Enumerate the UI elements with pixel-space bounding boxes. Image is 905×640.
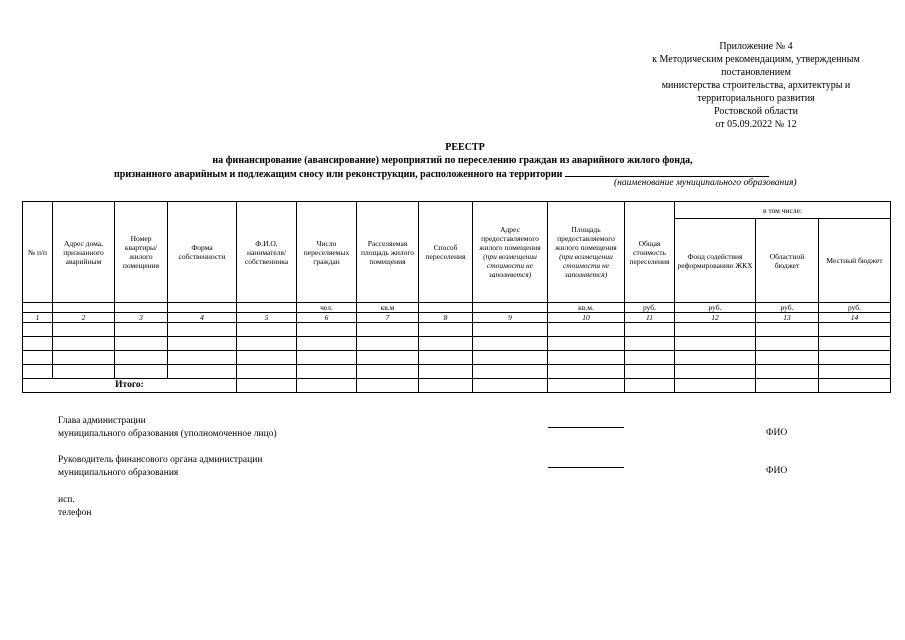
unit-cell: руб. [756, 303, 819, 313]
registry-table [22, 201, 891, 393]
table-cell[interactable] [675, 365, 756, 379]
table-cell[interactable] [297, 323, 357, 337]
appendix-line: территориального развития [697, 93, 815, 104]
unit-cell: руб. [819, 303, 891, 313]
table-cell[interactable] [168, 351, 237, 365]
unit-cell: кв.м. [548, 303, 625, 313]
table-cell[interactable] [115, 323, 168, 337]
unit-cell [53, 303, 115, 313]
group-header-cell: в том числе: [675, 202, 891, 219]
finance-signature-label [58, 454, 262, 480]
total-cell[interactable] [297, 379, 357, 393]
column-number-cell: 9 [473, 313, 548, 323]
header-cell: Способ переселения [419, 202, 473, 303]
header-row-1 [23, 202, 891, 219]
header-cell: Форма собственности [168, 202, 237, 303]
header-cell: Число переселяемых граждан [297, 202, 357, 303]
table-cell[interactable] [53, 323, 115, 337]
total-row [23, 379, 891, 393]
total-cell[interactable] [675, 379, 756, 393]
table-cell[interactable] [675, 323, 756, 337]
header-cell: Адрес дома, признанного аварийным [53, 202, 115, 303]
table-cell[interactable] [419, 351, 473, 365]
unit-cell [473, 303, 548, 313]
table-cell[interactable] [53, 337, 115, 351]
column-number-cell: 11 [625, 313, 675, 323]
table-cell[interactable] [548, 337, 625, 351]
head-signature-label [58, 415, 277, 441]
title-heading: РЕЕСТР [445, 142, 485, 153]
table-cell[interactable] [819, 351, 891, 365]
total-cell[interactable] [625, 379, 675, 393]
unit-cell: руб. [625, 303, 675, 313]
total-cell[interactable] [756, 379, 819, 393]
table-cell[interactable] [53, 365, 115, 379]
table-cell[interactable] [548, 365, 625, 379]
sub-header-cell: Фонд содействия реформированию ЖКХ [675, 219, 756, 303]
table-cell[interactable] [756, 337, 819, 351]
header-cell: Номер квартиры/ жилого помещения [115, 202, 168, 303]
table-row [23, 323, 891, 337]
head-signature-line[interactable] [548, 427, 624, 428]
unit-cell: руб. [675, 303, 756, 313]
table-cell[interactable] [237, 323, 297, 337]
finance-signature-line[interactable] [548, 467, 624, 468]
table-cell[interactable] [819, 365, 891, 379]
appendix-line: министерства строительства, архитектуры и [661, 80, 851, 91]
table-cell[interactable] [237, 351, 297, 365]
table-row [23, 365, 891, 379]
table-cell[interactable] [53, 351, 115, 365]
total-cell[interactable] [357, 379, 419, 393]
table-cell[interactable] [675, 351, 756, 365]
column-number-cell: 7 [357, 313, 419, 323]
table-cell[interactable] [237, 337, 297, 351]
header-text: Адрес предоставляемого жилого помещения [479, 225, 541, 252]
unit-cell [23, 303, 53, 313]
appendix-line: постановлением [721, 67, 791, 78]
table-cell[interactable] [819, 337, 891, 351]
table-cell[interactable] [115, 337, 168, 351]
table-cell[interactable] [548, 351, 625, 365]
table-cell[interactable] [548, 323, 625, 337]
column-number-cell: 12 [675, 313, 756, 323]
column-number-cell: 2 [53, 313, 115, 323]
column-number-row [23, 313, 891, 323]
table-cell[interactable] [625, 323, 675, 337]
table-cell[interactable] [756, 365, 819, 379]
table-cell[interactable] [23, 365, 53, 379]
executor-block [58, 494, 91, 520]
header-cell: Общая стоимость переселения [625, 202, 675, 303]
table-cell[interactable] [625, 351, 675, 365]
territory-blank-line [565, 167, 769, 177]
total-label: Итого: [23, 379, 237, 393]
table-cell[interactable] [473, 351, 548, 365]
appendix-line: к Методическим рекомендациям, утвержденным [652, 54, 860, 65]
table-cell[interactable] [357, 365, 419, 379]
document-title [0, 141, 905, 181]
appendix-line: Ростовской области [714, 106, 798, 117]
table-cell[interactable] [23, 337, 53, 351]
head-title-line-1: Глава администрации [58, 416, 146, 426]
table-cell[interactable] [756, 323, 819, 337]
table-cell[interactable] [419, 323, 473, 337]
head-title-line-2: муниципального образования (уполномоченное лицо) [58, 429, 277, 439]
table-cell[interactable] [473, 365, 548, 379]
unit-cell [419, 303, 473, 313]
title-subnote: (наименование муниципального образования) [614, 178, 797, 188]
total-cell[interactable] [819, 379, 891, 393]
sub-header-cell: Местный бюджет [819, 219, 891, 303]
finance-title-line-1: Руководитель финансового органа администрации [58, 455, 263, 465]
head-fio: ФИО [766, 428, 788, 438]
executor-label: исп. [58, 495, 75, 505]
unit-cell [168, 303, 237, 313]
header-cell: Расселяемая площадь жилого помещения [357, 202, 419, 303]
table-cell[interactable] [357, 351, 419, 365]
table-cell[interactable] [419, 365, 473, 379]
header-note: (при возмещении стоимости не заполняется) [559, 252, 613, 279]
table-cell[interactable] [168, 365, 237, 379]
table-cell[interactable] [297, 351, 357, 365]
units-row [23, 303, 891, 313]
unit-cell [115, 303, 168, 313]
table-cell[interactable] [357, 323, 419, 337]
column-number-cell: 3 [115, 313, 168, 323]
table-cell[interactable] [168, 337, 237, 351]
total-cell[interactable] [419, 379, 473, 393]
table-cell[interactable] [357, 337, 419, 351]
unit-cell [237, 303, 297, 313]
phone-label: телефон [58, 508, 92, 518]
total-cell[interactable] [473, 379, 548, 393]
header-cell: Ф.И.О. нанимателя/ собственника [237, 202, 297, 303]
header-note: (при возмещении стоимости не заполняется) [483, 252, 537, 279]
table-cell[interactable] [168, 323, 237, 337]
table-cell[interactable] [297, 365, 357, 379]
table-cell[interactable] [625, 337, 675, 351]
column-number-cell: 10 [548, 313, 625, 323]
sub-header-cell: Областной бюджет [756, 219, 819, 303]
header-cell [548, 202, 625, 303]
appendix-line: Приложение № 4 [719, 41, 793, 52]
finance-fio: ФИО [766, 466, 788, 476]
table-cell[interactable] [115, 365, 168, 379]
column-number-cell: 14 [819, 313, 891, 323]
header-cell [473, 202, 548, 303]
column-number-cell: 13 [756, 313, 819, 323]
table-cell[interactable] [115, 351, 168, 365]
table-row [23, 337, 891, 351]
column-number-cell: 1 [23, 313, 53, 323]
column-number-cell: 5 [237, 313, 297, 323]
total-cell[interactable] [237, 379, 297, 393]
table-row [23, 351, 891, 365]
unit-cell: кв.м [357, 303, 419, 313]
table-cell[interactable] [675, 337, 756, 351]
table-cell[interactable] [23, 351, 53, 365]
column-number-cell: 4 [168, 313, 237, 323]
table-cell[interactable] [23, 323, 53, 337]
appendix-block [620, 40, 892, 131]
column-number-cell: 6 [297, 313, 357, 323]
table-cell[interactable] [756, 351, 819, 365]
total-cell[interactable] [548, 379, 625, 393]
header-text: Площадь предоставляемого жилого помещения [555, 225, 617, 252]
table-cell[interactable] [237, 365, 297, 379]
column-number-cell: 8 [419, 313, 473, 323]
title-line-2: на финансирование (авансирование) мероприятий по переселению граждан из аварийного жилого фонда, [212, 155, 693, 166]
finance-title-line-2: муниципального образования [58, 468, 179, 478]
unit-cell: чел. [297, 303, 357, 313]
appendix-line: от 05.09.2022 № 12 [715, 119, 797, 130]
title-line-3-text: признанного аварийным и подлежащим сносу или реконструкции, расположенного на территории [114, 169, 563, 180]
table-cell[interactable] [473, 323, 548, 337]
table-cell[interactable] [625, 365, 675, 379]
header-cell: № п/п [23, 202, 53, 303]
table-cell[interactable] [473, 337, 548, 351]
table-cell[interactable] [819, 323, 891, 337]
table-cell[interactable] [419, 337, 473, 351]
table-cell[interactable] [297, 337, 357, 351]
